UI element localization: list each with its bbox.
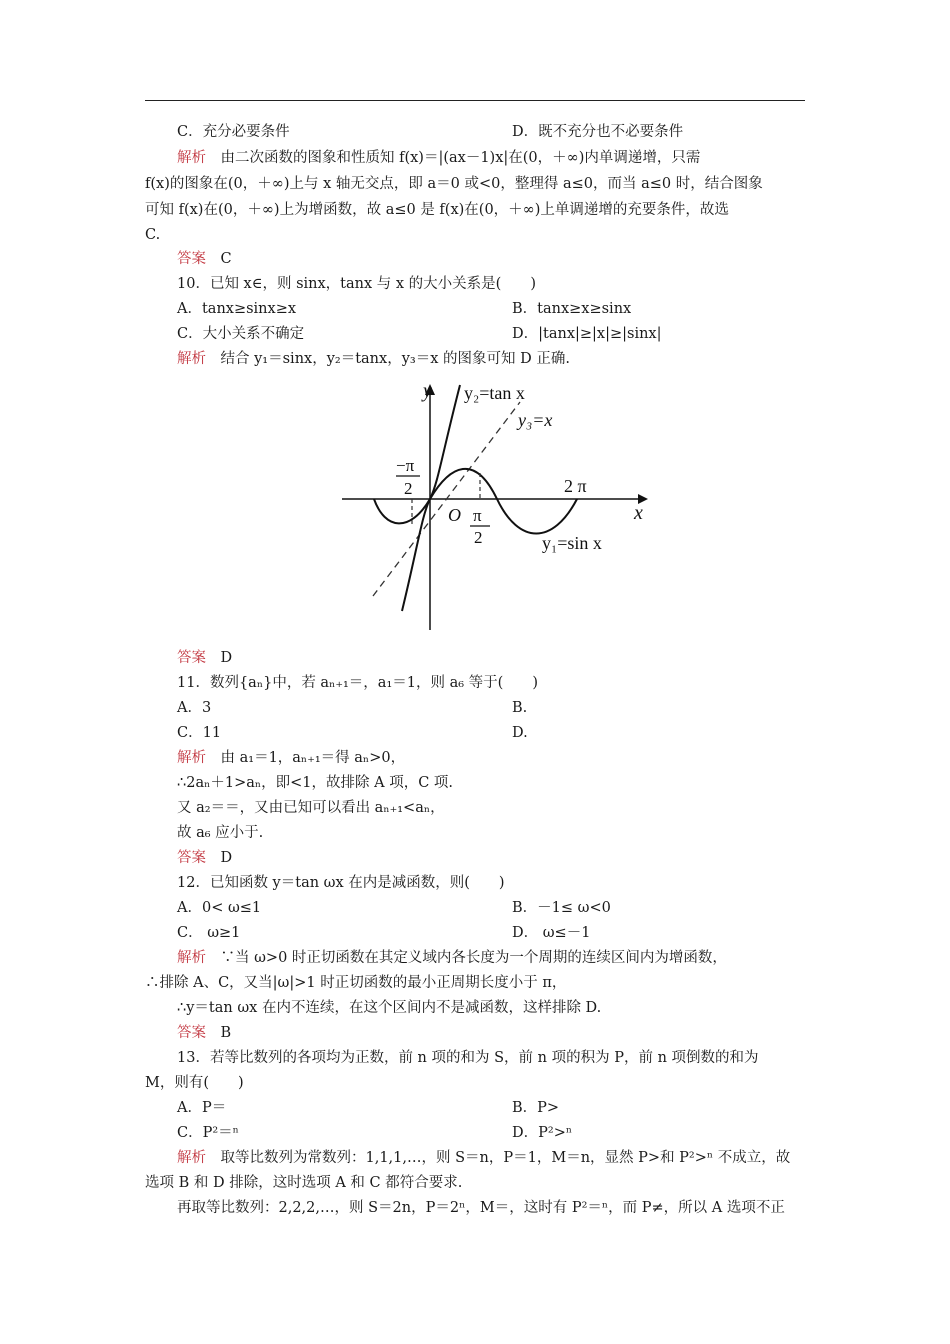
q12-stem: 12．已知函数 y＝tan ωx 在内是减函数，则( )	[177, 875, 505, 891]
q10-solution: 解析 结合 y₁＝sinx，y₂＝tanx，y₃＝x 的图象可知 D 正确.	[177, 351, 570, 367]
tan-label: y₂=tan x	[464, 383, 525, 403]
header-rule	[145, 100, 805, 101]
q13-option-d: D．P²>ⁿ	[512, 1125, 573, 1141]
x-axis-label: x	[634, 502, 643, 524]
half-pi-numerator: π	[473, 506, 482, 525]
two-pi-label: 2 π	[564, 476, 587, 496]
q12-option-b: B．－1≤ ω<0	[512, 900, 611, 916]
q11-option-c: C．11	[177, 725, 222, 741]
q9-solution-line-2: f(x)的图象在(0，＋∞)上与 x 轴无交点，即 a＝0 或<0，整理得 a≤0，而当 a≤0 时，结合图象	[145, 176, 763, 192]
q13-option-b: B．P>	[512, 1100, 560, 1116]
q11-option-d: D.	[512, 725, 528, 741]
y-axis-label: y	[423, 380, 432, 402]
solution-label: 解析	[177, 1150, 206, 1166]
q9-solution-line-4: C.	[145, 227, 161, 243]
q13-stem-line-1: 13．若等比数列的各项均为正数，前 n 项的和为 S，前 n 项的积为 P，前 n 项倒数的和为	[177, 1050, 759, 1066]
q13-option-a: A．P＝	[177, 1100, 227, 1116]
sin-label: y₁=sin x	[542, 533, 602, 553]
q13-option-c: C．P²＝ⁿ	[177, 1125, 239, 1141]
q11-option-b: B.	[512, 700, 528, 716]
q10-option-b: B．tanx≥x≥sinx	[512, 301, 632, 317]
q11-option-a: A．3	[177, 700, 212, 716]
q12-option-d: D． ω≤－1	[512, 925, 591, 941]
q9-answer: 答案 C	[177, 251, 232, 267]
q9-option-d: D．既不充分也不必要条件	[512, 124, 684, 140]
q12-solution-line-2: ∴排除 A、C，又当|ω|>1 时正切函数的最小正周期长度小于 π，	[145, 975, 567, 991]
answer-label: 答案	[177, 1025, 206, 1041]
q10-option-a: A．tanx≥sinx≥x	[177, 301, 297, 317]
q12-solution-line-3: ∴y＝tan ωx 在内不连续，在这个区间内不是减函数，这样排除 D.	[177, 1000, 602, 1016]
q10-answer: 答案 D	[177, 650, 233, 666]
graph-svg	[330, 375, 660, 640]
half-pi-denominator: 2	[474, 528, 483, 547]
solution-label: 解析	[177, 150, 206, 166]
q9-solution-line-3: 可知 f(x)在(0，＋∞)上为增函数，故 a≤0 是 f(x)在(0，＋∞)上单调递增的充要条件，故选	[145, 202, 729, 218]
q9-option-c: C．充分必要条件	[177, 124, 290, 140]
q9-solution-line-1: 解析 由二次函数的图象和性质知 f(x)＝|(ax－1)x|在(0，＋∞)内单调递增，只需	[177, 150, 701, 166]
q13-solution-line-2: 选项 B 和 D 排除，这时选项 A 和 C 都符合要求.	[145, 1175, 463, 1191]
q13-stem-line-2: M，则有( )	[145, 1075, 244, 1091]
q10-option-d: D．|tanx|≥|x|≥|sinx|	[512, 326, 662, 342]
q11-stem: 11．数列{aₙ}中，若 aₙ₊₁＝，a₁＝1，则 a₆ 等于( )	[177, 675, 538, 691]
q11-solution-line-2: ∴2aₙ＋1>aₙ，即<1，故排除 A 项，C 项.	[177, 775, 454, 791]
q11-solution-line-3: 又 a₂＝＝，又由已知可以看出 aₙ₊₁<aₙ，	[177, 800, 445, 816]
answer-label: 答案	[177, 650, 206, 666]
solution-label: 解析	[177, 950, 206, 966]
neg-half-pi-numerator: −π	[396, 456, 415, 475]
neg-half-pi-denominator: 2	[404, 479, 413, 498]
line-label: y₃=x	[518, 410, 553, 430]
answer-label: 答案	[177, 251, 206, 267]
solution-label: 解析	[177, 750, 206, 766]
q13-solution-line-1: 解析 取等比数列为常数列：1,1,1,…，则 S＝n，P＝1，M＝n，显然 P>和 P²>ⁿ 不成立，故	[177, 1150, 791, 1166]
q11-answer: 答案 D	[177, 850, 233, 866]
answer-label: 答案	[177, 850, 206, 866]
q12-option-a: A．0< ω≤1	[177, 900, 262, 916]
q13-solution-line-3: 再取等比数列：2,2,2,…，则 S＝2n，P＝2ⁿ，M＝，这时有 P²＝ⁿ，而 P≠，所以 A 选项不正	[177, 1200, 785, 1216]
q10-option-c: C．大小关系不确定	[177, 326, 305, 342]
y2-tan-curve	[402, 385, 460, 611]
origin-label: O	[448, 505, 461, 525]
q12-option-c: C． ω≥1	[177, 925, 241, 941]
q12-solution-line-1: 解析 ∵当 ω>0 时正切函数在其定义域内各长度为一个周期的连续区间内为增函数，	[177, 950, 727, 966]
function-graph	[330, 375, 660, 640]
q10-stem: 10．已知 x∈，则 sinx，tanx 与 x 的大小关系是( )	[177, 276, 536, 292]
q12-answer: 答案 B	[177, 1025, 232, 1041]
solution-label: 解析	[177, 351, 206, 367]
q11-solution-line-4: 故 a₆ 应小于.	[177, 825, 264, 841]
q11-solution-line-1: 解析 由 a₁＝1，aₙ₊₁＝得 aₙ>0，	[177, 750, 406, 766]
